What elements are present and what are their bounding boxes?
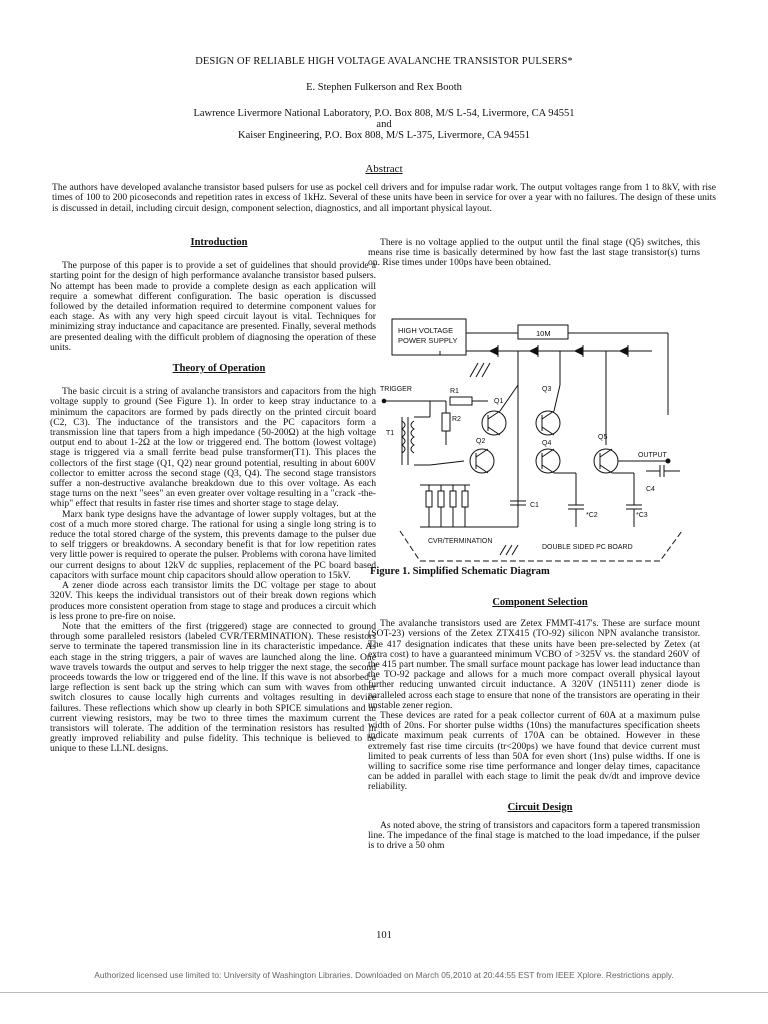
- label-q2: Q2: [476, 438, 486, 445]
- label-q1: Q1: [494, 398, 504, 405]
- circuit-heading: Circuit Design: [507, 801, 573, 813]
- hv-label-2: POWER SUPPLY: [398, 336, 458, 345]
- right-column-bottom: [368, 598, 700, 851]
- label-c1: C1: [530, 502, 539, 509]
- rise-time-paragraph: There is no voltage applied to the output until the final stage (Q5) switches, this means rise time is basically determined by how fast the last stage transistor(s) turns on. Rise times under 100ps have been obtained.: [368, 237, 700, 269]
- label-10m: 10M: [536, 329, 551, 338]
- introduction-heading: Introduction: [190, 237, 248, 248]
- label-c4: C4: [646, 486, 655, 493]
- intro-paragraph: The purpose of this paper is to provide a set of guidelines that should provide a starting point for the design of high performance avalanche transistor based pulsers. No attempt has been made to provide a complete design as each application will require a somewhat different configuration. The basic operation is discussed followed by the detailed information required to determine component values for each stage. As with any very high speed circuit layout is vital. Techniques for minimizing stray inductance and capacitance are presented. Finally, several methods are presented dealing with the difficult problem of diagnosing the operation of these units.: [50, 260, 376, 353]
- label-pcb: DOUBLE SIDED PC BOARD: [542, 544, 633, 551]
- label-q5: Q5: [598, 434, 608, 441]
- theory-paragraph-1: The basic circuit is a string of avalanche transistors and capacitors from the high voltage supply to ground (See Figure 1). In order to keep stray inductance to a minimum the capacitors are formed by pads directly on the printed circuit board (C2, C3). The inductance of the transistors and the PC capacitors form a transmission line that tapers from a high impedance (50-200Ω) at the high voltage output end to about 1-2Ω at the low or triggered end. The bottom (lowest voltage) stage is triggered via a small ferrite bead pulse transformer(T1). This places the collectors of the first stage (Q1, Q2) near ground potential, resulting in about 600V collector to emitter across the second stage (Q3, Q4). The second stage transistors suffer a non-destructive avalanche breakdown due to this over voltage. As each stage turns on the next "sees" an even greater over voltage resulting in a "crack -the-whip" effect that results in faster rise times and shorter stage to stage delay.: [50, 386, 376, 510]
- label-cvr: CVR/TERMINATION: [428, 538, 493, 545]
- label-r2: R2: [452, 416, 461, 423]
- label-q4: Q4: [542, 440, 552, 447]
- theory-paragraph-3: A zener diode across each transistor limits the DC voltage per stage to about 320V. This keeps the individual transistors out of their break down regions which produces more consistent operation from stage to stage and produces a circuit which is less prone to pre-fire on noise.: [50, 580, 376, 622]
- component-paragraph-2: These devices are rated for a peak collector current of 60A at a maximum pulse width of 20ns. For shorter pulse widths (10ns) the manufactures specification sheets indicate maximum peak currents of 170A can be obtained. However in these extremely fast rise time circuits (tr<200ps) we have found that device current must limited to peak currents of less than 50A for even short (1ns) pulse widths. If one is willing to sacrifice some rise time performance and longer delay times, capacitance can be added in parallel with each stage to limit the peak dv/dt and improve device reliability.: [368, 710, 700, 793]
- theory-paragraph-2: Marx bank type designs have the advantage of lower supply voltages, but at the cost of a much more stored charge. The rational for using a single long string is to reduce the total stored charge of the system, this prevents damage to the pulser due to self triggers or breakdowns. A secondary benefit is that for low repetition rates very little power is required to operate the pulser. Problems with corona have limited our current designs to about 12kV dc supplies, replacement of the PC board based capacitors with surface mount chip capacitors should allow operation to 15kV.: [50, 508, 376, 581]
- hv-label-1: HIGH VOLTAGE: [398, 326, 454, 335]
- license-footer: Authorized licensed use limited to: University of Washington Libraries. Downloaded on March 05,2010 at 20:44:55 EST from IEEE Xplore. Restrictions apply.: [94, 970, 674, 980]
- authors: E. Stephen Fulkerson and Rex Booth: [306, 82, 462, 93]
- abstract-text: The authors have developed avalanche transistor based pulsers for use as pockel cell drivers and for impulse radar work. The output voltages range from 1 to 8kV, with rise times of 100 to 200 picoseconds and repetition rates in excess of 1kHz. Several of these units have been in service for over a year with no failures. The design of these units is discussed in detail, including circuit design, component selection, diagnostics, and all important physical layout.: [52, 182, 716, 214]
- label-r1: R1: [450, 388, 459, 395]
- resistor-r2: [442, 413, 450, 431]
- affiliation-and: and: [376, 119, 392, 130]
- component-paragraph-1: The avalanche transistors used are Zetex FMMT-417's. These are surface mount (SOT-23) versions of the Zetex ZTX415 (TO-92) silicon NPN avalanche transistor. The 417 designation indicates that these units have been pre-selected by Zetex (at extra cost) to have a guaranteed minimum VCBO of >325V vs. the standard 260V of the 415 part number. The small surface mount package has lower lead inductance than the TO-92 package and allows for a much more compact overall physical layout further reducing unwanted circuit inductance. A 320V (1N5111) zener diode is paralleled across each stage to ensure that none of the transistors are operating in their unstable zener region.: [368, 618, 700, 711]
- paper-title: DESIGN OF RELIABLE HIGH VOLTAGE AVALANCHE TRANSISTOR PULSERS*: [195, 56, 573, 67]
- schematic-diagram: [370, 305, 690, 565]
- right-column-top: [368, 238, 700, 269]
- circuit-paragraph-1: As noted above, the string of transistors and capacitors form a tapered transmission line. The impedance of the final stage is matched to the load impedance, if the pulser is to drive a 50 ohm: [368, 819, 700, 852]
- label-c2: *C2: [586, 512, 598, 519]
- theory-heading: Theory of Operation: [172, 363, 266, 375]
- affiliations: [0, 108, 768, 141]
- affiliation-2: Kaiser Engineering, P.O. Box 808, M/S L-375, Livermore, CA 94551: [238, 130, 530, 141]
- footer-divider: [0, 992, 768, 993]
- label-trigger: TRIGGER: [380, 386, 412, 393]
- resistor-r1: [450, 397, 472, 405]
- component-heading: Component Selection: [492, 597, 588, 608]
- label-c3: *C3: [636, 512, 648, 519]
- label-q3: Q3: [542, 386, 552, 393]
- left-column: [50, 238, 376, 755]
- label-t1: T1: [386, 430, 395, 437]
- theory-paragraph-4: Note that the emitters of the first (triggered) stage are connected to ground through some paralleled resistors (labeled CVR/TERMINATION). These resistors serve to terminate the tapered transmission line in its characteristic impedance. As each stage in the string triggers, a pair of waves are launched along the line. One wave travels towards the output and serves to help trigger the next stage, the second proceeds towards the low or triggered end of the line. If this wave is not absorbed a large reflection is sent back up the string which can sum with waves from other switch closures to cause locally high currents and voltages resulting in device failures. These reflections which show up clearly in both SPICE simulations and in current viewing resistors, may be two to three times the maximum current the transistors will tolerate. The addition of the termination resistors has resulted in greatly improved reliability and pulse fidelity. This technique is believed to be unique to these LLNL designs.: [50, 620, 376, 755]
- label-output: OUTPUT: [638, 452, 667, 459]
- affiliation-1: Lawrence Livermore National Laboratory, P.O. Box 808, M/S L-54, Livermore, CA 94551: [193, 108, 575, 119]
- figure-caption: Figure 1. Simplified Schematic Diagram: [370, 566, 550, 577]
- page-number: 101: [376, 930, 392, 941]
- abstract-heading: Abstract: [365, 163, 403, 175]
